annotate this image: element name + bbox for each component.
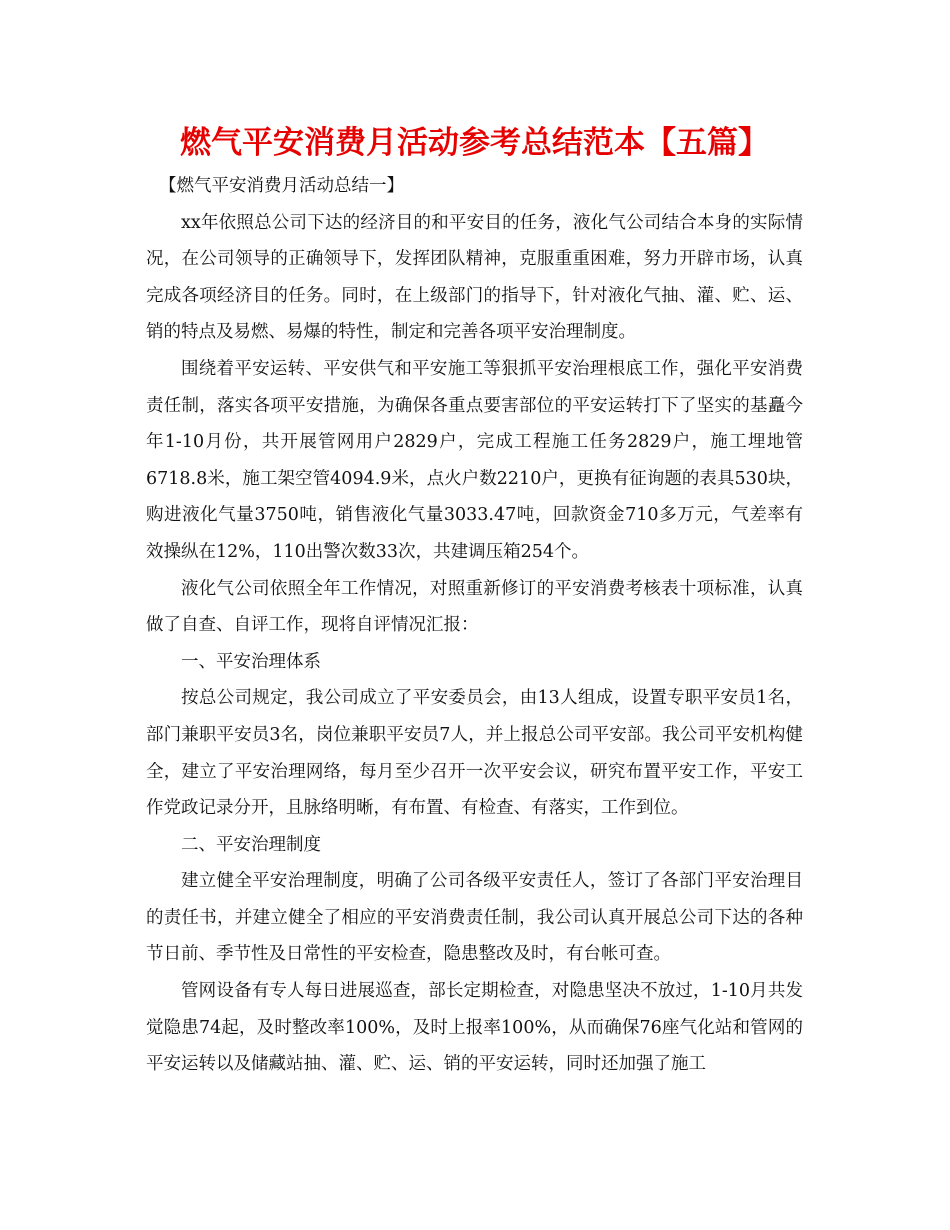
- paragraph-6: 管网设备有专人每日进展巡查，部长定期检查，对隐患坚决不放过，1-10月共发觉隐患74起，及时整改率100%，及时上报率100%，从而确保76座气化站和管网的平安运转以及储藏站抽、灌、贮、运、销的平安运转，同时还加强了施工: [146, 981, 803, 1075]
- paragraph-5: 建立健全平安治理制度，明确了公司各级平安责任人，签订了各部门平安治理目的责任书，并建立健全了相应的平安消费责任制，我公司认真开展总公司下达的各种节日前、季节性及日常性的平安检查，隐患整改及时，有台帐可查。: [146, 871, 803, 965]
- section-heading-2: 二、平安治理制度: [181, 834, 321, 855]
- section-subtitle: 【燃气平安消费月活动总结一】: [159, 176, 404, 196]
- paragraph-4: 按总公司规定，我公司成立了平安委员会，由13人组成，设置专职平安员1名，部门兼职平安员3名，岗位兼职平安员7人，并上报总公司平安部。我公司平安机构健全，建立了平安治理网络，每月至少召开一次平安会议，研究布置平安工作，平安工作党政记录分开，且脉络明晰，有布置、有检查、有落实，工作到位。: [146, 688, 803, 819]
- document-title: 燃气平安消费月活动参考总结范本【五篇】: [180, 125, 769, 161]
- document-page: [146, 118, 803, 1083]
- paragraph-2: 围绕着平安运转、平安供气和平安施工等狠抓平安治理根底工作，强化平安消费责任制，落实各项平安措施，为确保各重点要害部位的平安运转打下了坚实的基矗今年1-10月份，共开展管网用户2829户，完成工程施工任务2829户，施工埋地管6718.8米，施工架空管4094.9米，点火户数2210户，更换有征询题的表具530块，购进液化气量3750吨，销售液化气量3033.47吨，回款资金710多万元，气差率有效操纵在12%，110出警次数33次，共建调压箱254个。: [146, 358, 803, 562]
- section-heading-1: 一、平安治理体系: [181, 651, 321, 672]
- paragraph-1: xx年依照总公司下达的经济目的和平安目的任务，液化气公司结合本身的实际情况，在公司领导的正确领导下，发挥团队精神，克服重重困难，努力开辟市场，认真完成各项经济目的任务。同时，在上级部门的指导下，针对液化气抽、灌、贮、运、销的特点及易燃、易爆的特性，制定和完善各项平安治理制度。: [146, 212, 803, 343]
- paragraph-3: 液化气公司依照全年工作情况，对照重新修订的平安消费考核表十项标准，认真做了自查、自评工作，现将自评情况汇报：: [146, 578, 803, 636]
